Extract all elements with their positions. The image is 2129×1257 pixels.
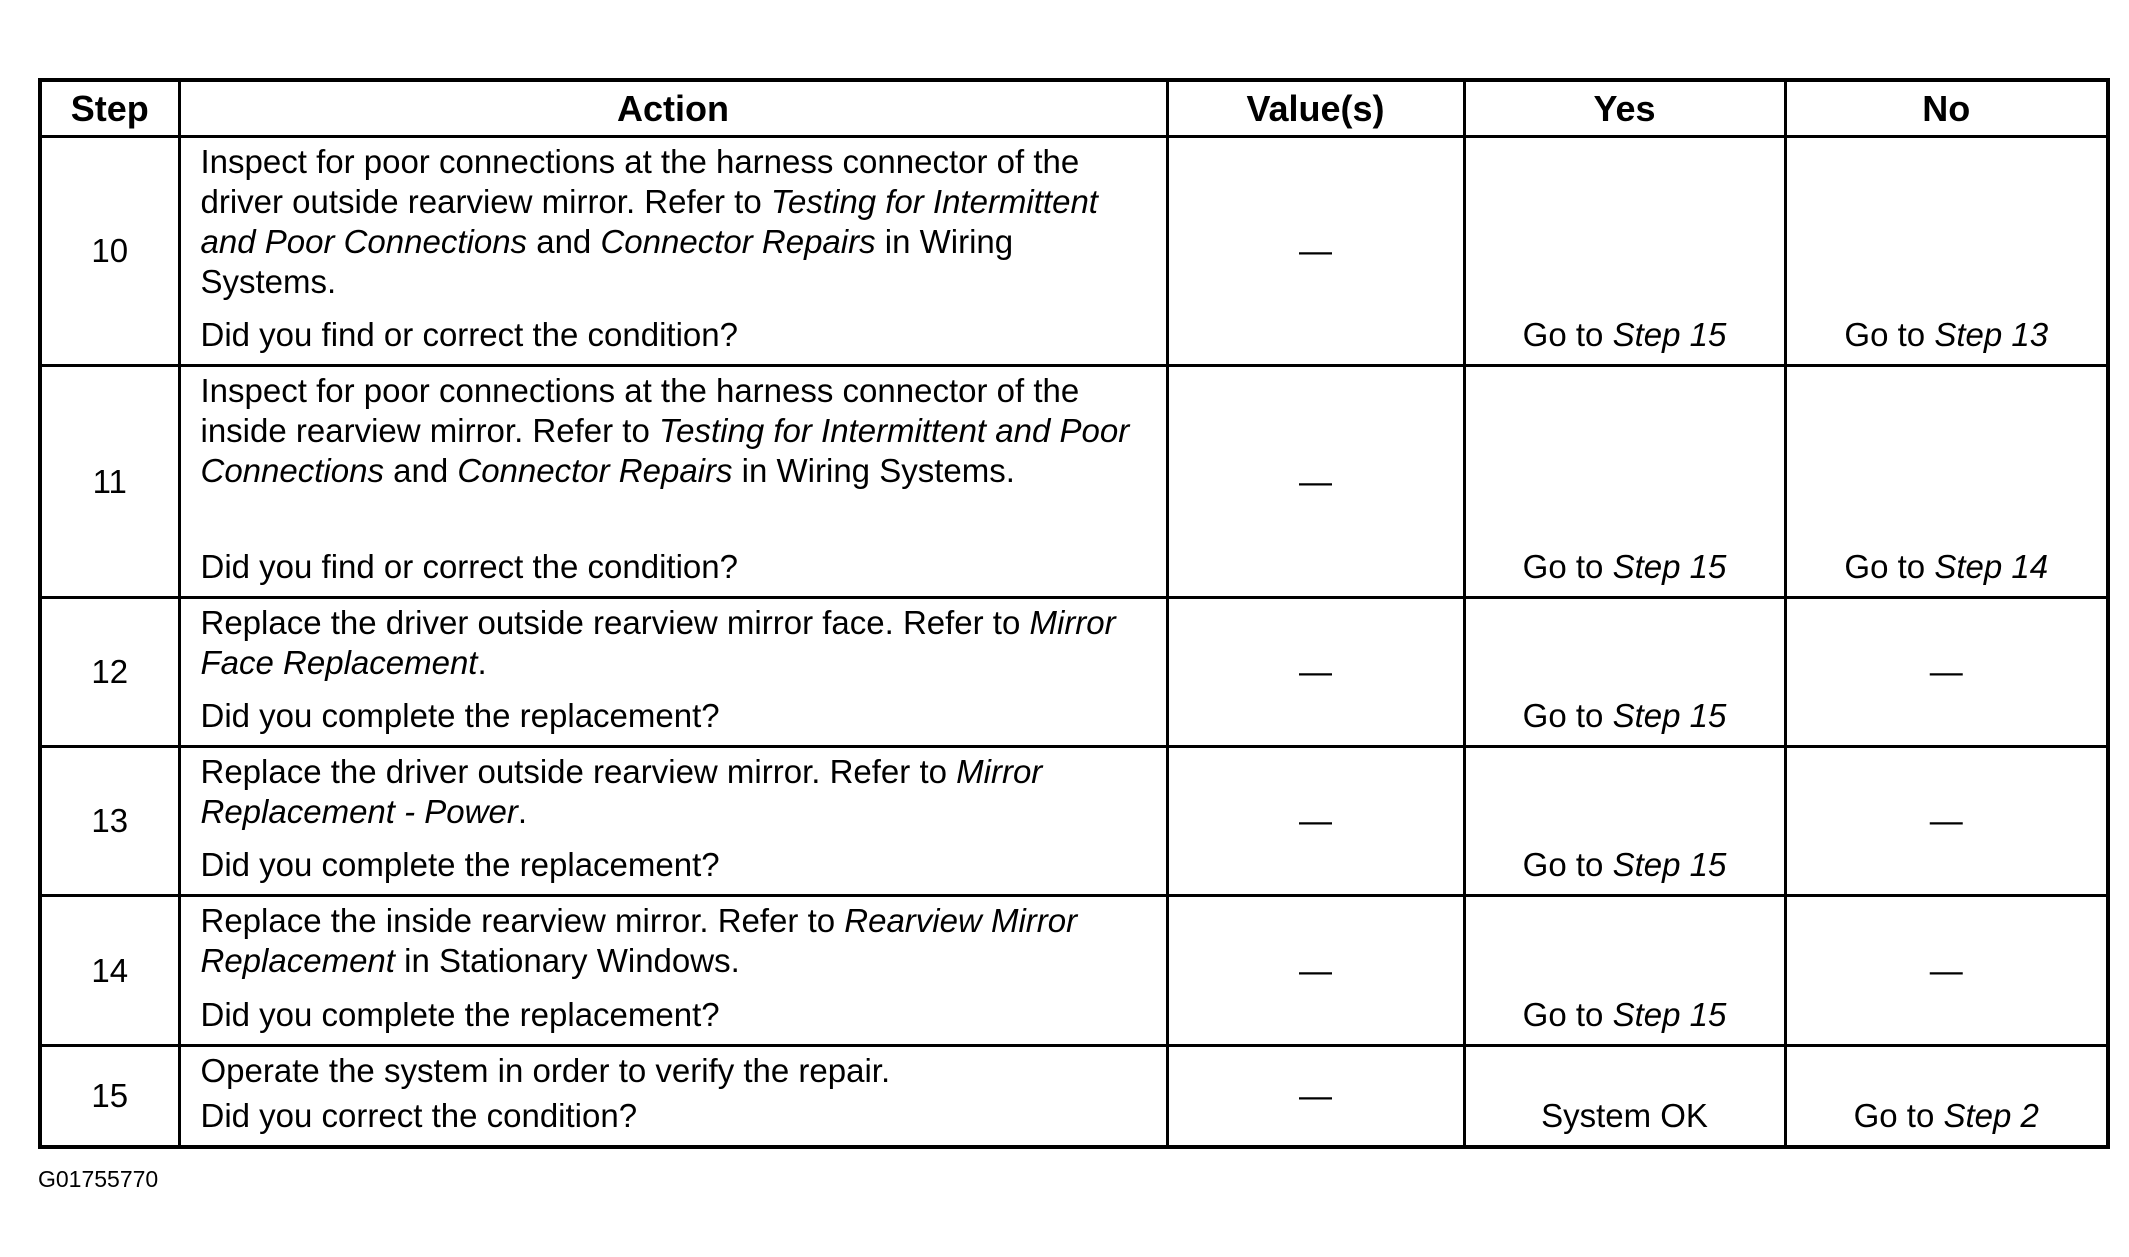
- action-question: Did you complete the replacement?: [200, 996, 720, 1033]
- action-question: Did you complete the replacement?: [200, 846, 720, 883]
- yes-text: Go to: [1522, 548, 1613, 585]
- action-reference: Testing for Intermittent and Poor Connections: [200, 183, 1098, 260]
- value-cell: [1167, 896, 1464, 1046]
- table-row: [40, 747, 2108, 896]
- action-text: .: [477, 644, 487, 681]
- no-reference: Step 13: [1934, 316, 2049, 353]
- yes-instruction: [1466, 548, 1784, 590]
- yes-reference: Step 15: [1612, 316, 1727, 353]
- action-text: in Wiring Systems.: [732, 452, 1015, 489]
- value-cell: [1167, 137, 1464, 366]
- no-result: [1785, 896, 2108, 1046]
- value-cell: [1167, 1046, 1464, 1147]
- no-result: [1785, 598, 2108, 747]
- action-instruction: [201, 138, 1146, 302]
- no-reference: Step 14: [1934, 548, 2049, 585]
- step-number: 10: [40, 137, 179, 366]
- action-text: .: [517, 793, 527, 830]
- table-row: [40, 598, 2108, 747]
- yes-text: System OK: [1541, 1096, 1708, 1134]
- value-cell: [1167, 598, 1464, 747]
- value-cell: [1167, 747, 1464, 896]
- no-result: [1785, 137, 2108, 366]
- yes-instruction: [1466, 996, 1784, 1038]
- yes-instruction: [1466, 316, 1784, 358]
- yes-text: Go to: [1522, 996, 1613, 1033]
- value-dash: —: [1299, 232, 1332, 269]
- header-yes: Yes: [1464, 80, 1785, 137]
- no-reference: Step 2: [1943, 1096, 2039, 1134]
- action-reference: Testing for Intermittent and Poor Connections: [200, 412, 1130, 489]
- action-question: Did you correct the condition?: [200, 1097, 638, 1134]
- step-number: 13: [40, 747, 179, 896]
- step-number: 14: [40, 896, 179, 1046]
- action-text: Operate the system in order to verify the repair.: [200, 1052, 891, 1089]
- table-row: [40, 366, 2108, 598]
- action-cell: [179, 598, 1167, 747]
- header-row: [40, 80, 2108, 137]
- action-cell: [179, 366, 1167, 598]
- yes-reference: Step 15: [1612, 548, 1727, 585]
- no-dash: —: [1929, 653, 1963, 690]
- no-text: Go to: [1844, 316, 1935, 353]
- no-instruction: [1787, 548, 2107, 590]
- header-action: Action: [179, 80, 1167, 137]
- action-text: in Stationary Windows.: [394, 942, 740, 979]
- action-question: Did you find or correct the condition?: [200, 316, 738, 353]
- action-text: Inspect for poor connections at the harness connector of the driver outside rearview mirror. Refer to: [200, 143, 1080, 220]
- yes-result: [1464, 137, 1785, 366]
- action-instruction: [201, 897, 1146, 981]
- action-reference: Rearview Mirror Replacement: [200, 902, 1078, 979]
- value-cell: [1167, 366, 1464, 598]
- no-instruction: [1787, 1097, 2107, 1139]
- action-text: Inspect for poor connections at the harness connector of the inside rearview mirror. Refer to: [200, 372, 1080, 449]
- table-row: [40, 896, 2108, 1046]
- yes-result: [1464, 598, 1785, 747]
- action-instruction: [201, 367, 1146, 491]
- action-cell: [179, 747, 1167, 896]
- yes-instruction: [1466, 697, 1784, 739]
- no-dash: —: [1929, 802, 1963, 839]
- action-text: Replace the driver outside rearview mirror. Refer to: [200, 753, 957, 790]
- diagnostic-table: [38, 78, 2110, 1149]
- yes-reference: Step 15: [1612, 996, 1727, 1033]
- value-dash: —: [1299, 462, 1332, 500]
- action-instruction: [201, 599, 1146, 683]
- yes-instruction: [1466, 1097, 1784, 1139]
- action-instruction: [201, 748, 1146, 832]
- no-text: Go to: [1853, 1096, 1944, 1134]
- action-reference: Mirror Replacement - Power: [200, 753, 1043, 830]
- yes-instruction: [1466, 846, 1784, 888]
- yes-text: Go to: [1522, 697, 1613, 734]
- action-instruction: [201, 1047, 1146, 1091]
- step-number: 15: [40, 1046, 179, 1147]
- header-values: Value(s): [1167, 80, 1464, 137]
- action-question: Did you complete the replacement?: [200, 697, 720, 734]
- value-dash: —: [1299, 951, 1332, 989]
- action-text: Replace the inside rearview mirror. Refer to: [200, 902, 845, 939]
- yes-reference: Step 15: [1612, 697, 1727, 734]
- table-row: [40, 137, 2108, 366]
- action-reference: Mirror Face Replacement: [200, 604, 1116, 681]
- yes-reference: Step 15: [1612, 846, 1727, 883]
- value-dash: —: [1299, 1076, 1332, 1114]
- no-result: [1785, 1046, 2108, 1147]
- yes-text: Go to: [1522, 846, 1613, 883]
- action-text: in Wiring Systems.: [200, 223, 1014, 300]
- action-reference: Connector Repairs: [457, 452, 733, 489]
- action-text: and: [527, 223, 601, 260]
- header-no: No: [1785, 80, 2108, 137]
- action-reference: Connector Repairs: [600, 223, 876, 260]
- yes-result: [1464, 896, 1785, 1046]
- yes-result: [1464, 747, 1785, 896]
- value-dash: —: [1299, 802, 1332, 839]
- no-text: Go to: [1844, 548, 1935, 585]
- header-step: Step: [40, 80, 179, 137]
- step-number: 12: [40, 598, 179, 747]
- yes-text: Go to: [1522, 316, 1613, 353]
- yes-result: [1464, 366, 1785, 598]
- figure-id-label: G01755770: [38, 1166, 159, 1192]
- step-number: 11: [40, 366, 179, 598]
- action-cell: [179, 896, 1167, 1046]
- action-question: Did you find or correct the condition?: [200, 548, 738, 585]
- value-dash: —: [1299, 653, 1332, 690]
- table-row: [40, 1046, 2108, 1147]
- no-result: [1785, 747, 2108, 896]
- action-text: Replace the driver outside rearview mirror face. Refer to: [200, 604, 1030, 641]
- action-cell: [179, 1046, 1167, 1147]
- action-text: and: [383, 452, 458, 489]
- no-dash: —: [1929, 951, 1963, 989]
- table-body: [40, 137, 2108, 1147]
- yes-result: [1464, 1046, 1785, 1147]
- action-cell: [179, 137, 1167, 366]
- no-result: [1785, 366, 2108, 598]
- no-instruction: [1787, 316, 2107, 358]
